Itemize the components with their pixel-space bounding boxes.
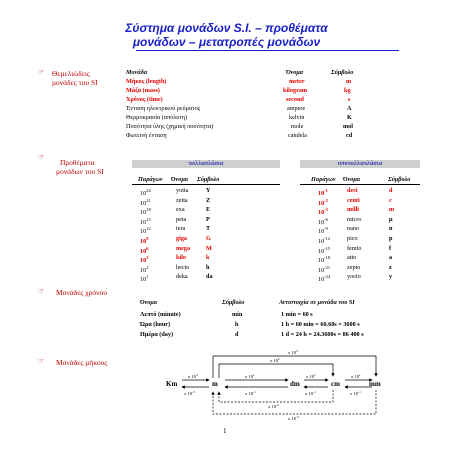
factor-label-dm-cm: x $10^1$: [306, 373, 316, 379]
prefix-factor: $10^9$: [140, 236, 149, 246]
base-row-name: kelvin: [289, 114, 305, 121]
prefix-name: pico: [347, 235, 358, 242]
prefix-factor: $10^{-2}$: [318, 197, 328, 207]
time-row-symbol: h: [235, 321, 239, 328]
prefix-symbol: h: [206, 263, 210, 271]
prefix-factor: $10^{-1}$: [318, 188, 328, 198]
mult-col-name: Όνομα: [171, 176, 189, 183]
prefix-name: nano: [347, 225, 360, 233]
base-row-name: kilogram: [283, 87, 308, 94]
prefix-symbol: E: [206, 206, 211, 214]
pointing-hand-icon: ☞: [38, 357, 45, 365]
prefix-symbol: M: [206, 244, 212, 252]
base-row-name: ampere: [287, 105, 306, 112]
prefix-factor: $10^{-12}$: [318, 236, 331, 246]
page-title-line2: μονάδων – μετατροπές μονάδων: [132, 35, 321, 49]
prefix-name: giga: [176, 235, 188, 242]
arrow-cm-m-mid: [219, 390, 333, 402]
time-row-symbol: min: [232, 311, 243, 318]
base-row-name: meter: [289, 78, 305, 85]
section-base-units-line2: μονάδες του SI: [52, 78, 98, 87]
prefix-factor: $10^1$: [140, 274, 149, 284]
prefix-name: femto: [347, 244, 362, 252]
base-row-name: candela: [288, 132, 307, 139]
factor-label-m-dm: x $10^1$: [245, 373, 255, 379]
prefix-symbol: G: [206, 235, 211, 242]
factor-label-bot-outer: x $10^{-3}$: [288, 415, 299, 421]
prefix-symbol: c: [389, 196, 392, 204]
prefix-factor: $10^{-15}$: [318, 245, 331, 255]
base-row-quantity: Μήκος (length): [126, 78, 167, 85]
page-title-line1: Σύστημα μονάδων S.I. – προθέματα: [125, 21, 328, 35]
pointing-hand-icon: ☞: [38, 68, 45, 76]
prefix-name: milli: [347, 206, 360, 214]
arrow-m-cm-mid: [219, 364, 333, 378]
prefix-symbol: P: [206, 215, 210, 223]
prefix-name: mega: [176, 244, 191, 252]
prefix-factor: $10^{24}$: [140, 188, 151, 198]
prefix-factor: $10^{-3}$: [318, 207, 328, 217]
prefix-name: tera: [176, 225, 186, 233]
prefix-symbol: k: [206, 254, 210, 262]
time-row-si: 1 d = 24 h = 24.3600s = 86 400 s: [281, 331, 364, 338]
prefix-name: kilo: [176, 254, 186, 262]
prefix-symbol: a: [389, 254, 393, 262]
base-row-quantity: Ποσότητα ύλης (χημική ποσότητα): [126, 123, 214, 130]
unit-m: m: [212, 380, 218, 388]
unit-cm: cm: [331, 380, 340, 388]
time-row-symbol: d: [235, 331, 239, 338]
mult-col-symbol: Σύμβολο: [197, 176, 220, 183]
time-header-si: Αντιστοιχία σε μονάδα του SI: [279, 299, 355, 306]
prefix-name: atto: [347, 254, 357, 262]
prefix-factor: $10^2$: [140, 264, 149, 274]
sub-col-name: Όνομα: [343, 176, 361, 183]
base-row-quantity: Φωτεινή ένταση: [126, 132, 167, 139]
base-row-name: second: [286, 96, 304, 103]
mult-col-factor: Παράγων: [138, 176, 163, 183]
prefix-factor: $10^{12}$: [140, 226, 151, 236]
prefix-symbol: Z: [206, 196, 211, 204]
base-header-name: Όνομα: [286, 69, 304, 76]
prefix-symbol: μ: [389, 215, 393, 223]
prefix-symbol: da: [206, 273, 213, 281]
prefix-symbol: d: [389, 187, 393, 194]
prefix-symbol: Y: [206, 187, 211, 194]
time-row-name: Ημέρα (day): [140, 331, 174, 338]
prefix-name: micro: [347, 215, 362, 223]
base-row-quantity: Θερμοκρασία (απόλυτη): [126, 114, 188, 121]
prefix-symbol: y: [389, 273, 393, 281]
pointing-hand-icon: ☞: [38, 153, 45, 161]
factor-label-cm-mm: x $10^1$: [351, 373, 361, 379]
prefix-factor: $10^{21}$: [140, 197, 151, 207]
factor-label-dm-m: x $10^{-1}$: [245, 390, 256, 396]
prefix-symbol: f: [389, 244, 392, 252]
factor-label-top-mid: x $10^2$: [270, 357, 280, 363]
prefix-factor: $10^3$: [140, 255, 149, 265]
prefix-factor: $10^6$: [140, 245, 149, 255]
time-header-name: Όνομα: [140, 299, 158, 306]
base-row-symbol: mol: [343, 123, 353, 130]
prefix-factor: $10^{-9}$: [318, 226, 328, 236]
prefix-factor: $10^{-21}$: [318, 264, 331, 274]
section-length-units: Μονάδες μήκους: [56, 358, 108, 367]
prefix-name: zetta: [176, 196, 188, 204]
factor-label-mm-cm: x $10^{-1}$: [350, 390, 361, 396]
unit-km: Km: [166, 380, 178, 388]
factor-label-m-km: x $10^{-3}$: [184, 390, 195, 396]
base-row-symbol: cd: [346, 132, 353, 139]
sub-col-symbol: Σύμβολο: [388, 176, 411, 183]
unit-mm: mm: [369, 380, 381, 388]
prefix-factor: $10^{-24}$: [318, 274, 331, 284]
prefix-name: centi: [347, 196, 360, 204]
factor-label-bot-mid: x $10^{-2}$: [268, 403, 279, 409]
time-row-si: 1 h = 60 min = 60.60s = 3600 s: [281, 321, 360, 328]
prefix-factor: $10^{-6}$: [318, 216, 328, 226]
prefix-factor: $10^{15}$: [140, 216, 151, 226]
time-row-name: Ώρα (hour): [140, 321, 171, 328]
prefix-name: yotta: [176, 187, 189, 194]
prefix-name: hecto: [176, 263, 190, 271]
base-header-symbol: Σύμβολο: [331, 69, 354, 76]
base-row-symbol: A: [347, 105, 352, 112]
prefix-symbol: n: [389, 225, 393, 233]
prefix-factor: $10^{-18}$: [318, 255, 331, 265]
factor-label-cm-dm: x $10^{-1}$: [305, 390, 316, 396]
prefix-name: exa: [176, 206, 185, 214]
time-row-name: Λεπτό (minute): [140, 311, 181, 318]
prefix-symbol: p: [389, 235, 393, 242]
section-prefixes-line1: Προθέματα: [60, 158, 95, 167]
section-time-units: Μονάδες χρόνου: [56, 288, 107, 297]
factor-label-km-m: x $10^3$: [188, 373, 198, 379]
page-number: 1: [223, 427, 227, 435]
base-row-symbol: s: [348, 96, 351, 103]
base-row-symbol: K: [347, 114, 352, 121]
base-header-unit: Μονάδα: [126, 69, 148, 76]
pointing-hand-icon: ☞: [38, 287, 45, 295]
time-row-si: 1 min = 60 s: [281, 311, 313, 318]
prefix-factor: $10^{18}$: [140, 207, 151, 217]
base-row-quantity: Χρόνος (time): [126, 96, 163, 103]
prefix-name: zepto: [347, 263, 361, 271]
prefix-symbol: z: [389, 263, 392, 271]
section-base-units-line1: Θεμελιώδεις: [52, 69, 90, 78]
prefix-name: peta: [176, 215, 187, 223]
sub-col-factor: Παράγων: [311, 176, 336, 183]
base-row-quantity: Μάζα (mass): [126, 87, 160, 94]
base-row-symbol: kg: [344, 87, 351, 94]
prefix-name: deka: [176, 273, 188, 281]
submultiples-header: υποπολλαπλάσια: [300, 160, 420, 168]
factor-label-top-outer: x $10^3$: [288, 349, 298, 355]
time-header-symbol: Σύμβολο: [222, 299, 245, 306]
prefix-symbol: m: [389, 206, 395, 214]
prefix-symbol: T: [206, 225, 211, 233]
unit-dm: dm: [290, 380, 300, 388]
multiples-header: πολλαπλάσια: [132, 160, 280, 168]
base-row-name: mole: [291, 123, 304, 130]
section-prefixes-line2: μονάδων του SI: [56, 167, 104, 176]
base-row-quantity: Ένταση ηλεκτρικού ρεύματος: [126, 105, 201, 112]
prefix-name: deci: [347, 187, 358, 194]
base-row-symbol: m: [346, 78, 352, 85]
prefix-name: yocto: [347, 273, 361, 281]
